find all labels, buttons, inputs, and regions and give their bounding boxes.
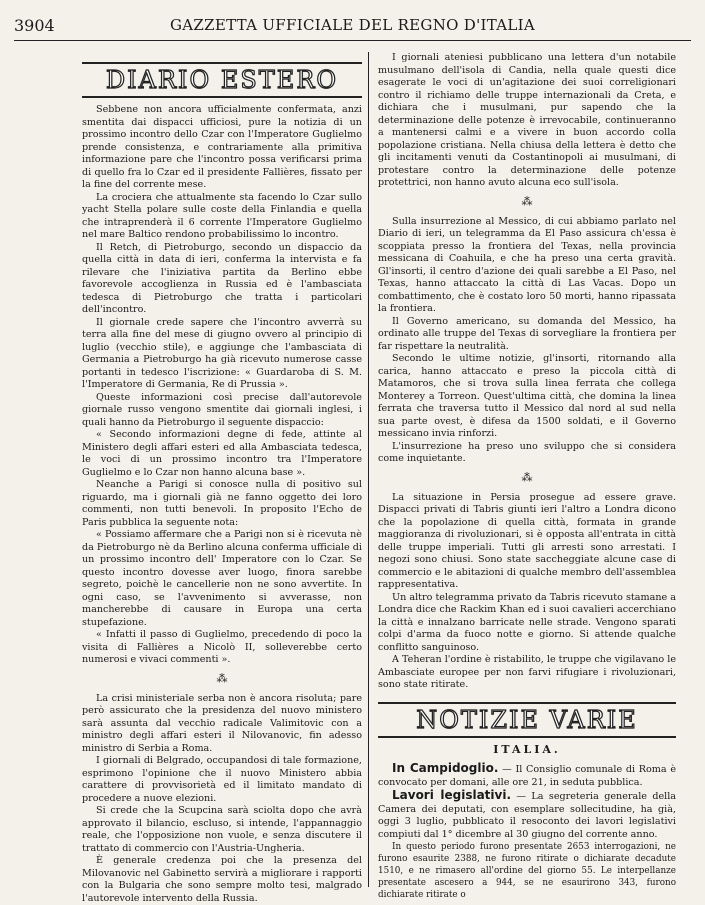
article-paragraph: Si crede che la Scupcina sarà sciolta dopo che avrà approvato il bilancio, escluso, si intende, l'appannaggio reale, che l'opposizione non vuole, e senza discutere il trattato di commercio con l'Austria-Ungheria. (82, 805, 362, 854)
newspaper-title: GAZZETTA UFFICIALE DEL REGNO D'ITALIA (169, 16, 535, 34)
left-column (82, 52, 362, 905)
article-paragraph: La situazione in Persia prosegue ad essere grave. Dispacci privati di Tabris giunti ieri l'altro a Londra dicono che la popolazione di quella città, formata in grande maggioranza di rivoluzionari, si è opposta all'entrata in città delle truppe imperiali. Tutti gli arresti sono arrestati. I negozi sono chiusi. Sono state saccheggiate alcune case di commercio e le abitazioni di qualche membro dell'assemblea rappresentativa. (378, 491, 676, 590)
article-paragraph: « Infatti il passo di Guglielmo, precedendo di poco la visita di Fallières a Nicolò II, solleverebbe certo numerosi e vivaci commenti ». (82, 629, 362, 665)
article-paragraph: La crociera che attualmente sta facendo lo Czar sullo yacht Stella polare sulle coste della Finlandia e quella che intraprenderà il 6 corrente l'Imperatore Guglielmo nel mare Baltico rendono probabilissimo lo incontro. (82, 191, 362, 240)
article-paragraph: Il Retch, di Pietroburgo, secondo un dispaccio da quella città in data di ieri, conferma la intervista e fa rilevare che l'iniziativa partita da Berlino ebbe favorevole accoglienza in Russia ed è l'ambasciata tedesca di Pietroburgo che tratta i particolari dell'incontro. (82, 241, 362, 315)
note-title: Lavori legislativi. (392, 788, 512, 802)
article-paragraph: Il giornale crede sapere che l'incontro avverrà su terra alla fine del mese di giugno ovvero al principio di luglio (vecchio stile), e aggiunge che l'ambasciata di Germania a Pietroburgo ha già ricevuto numerose casse portanti in tedesco l'iscrizione: « Guardaroba di S. M. l'Imperatore di Germania, Re di Prussia ». (82, 316, 362, 390)
article-paragraph: « Possiamo affermare che a Parigi non si è ricevuta nè da Pietroburgo nè da Berlino alcuna conferma ufficiale di un prossimo incontro dell' Imperatore con lo Czar. Se questo incontro dovesse aver luogo, finora sarebbe segreto, poichè le cancellerie non ne sono avvertite. In ogni caso, se l'avvenimento si avverasse, non mancherebbe di causare in Europa una certa stupefazione. (82, 529, 362, 628)
article-paragraph: I giornali ateniesi pubblicano una lettera d'un notabile musulmano dell'isola di Candia, nella quale questi dice esagerate le voci di un'agitazione dei suoi correligionari contro il richiamo delle truppe internazionali da Creta, e dichiara che i musulmani, pur sapendo che la determinazione delle potenze è irrevocabile, continueranno a mantenersi calmi e a vivere in buon accordo colla popolazione cristiana. Nella chiusa della lettera è detto che gli incitamenti venuti da Costantinopoli ai musulmani, di protestare contro la determinazione delle potenze protettrici, non hanno avuto alcuna eco sull'isola. (378, 52, 676, 188)
article-paragraph: La crisi ministeriale serba non è ancora risoluta; pare però assicurato che la presidenza del nuovo ministero sarà assunta dal vecchio radicale Valimitovic con a ministro degli affari esteri il Nilovanovic, fin adesso ministro di Serbia a Roma. (82, 692, 362, 754)
notizie-varie-heading: NOTIZIE VARIE (378, 702, 676, 738)
article-paragraph: Il Governo americano, su domanda del Messico, ha ordinato alle truppe del Texas di sorvegliare la frontiera per far rispettare la neutralità. (378, 315, 676, 352)
note-text: — Il Consiglio comunale di Roma è convocato per domani, alle ore 21, in seduta pubblica. (378, 764, 676, 788)
article-paragraph: Queste informazioni così precise dall'autorevole giornale russo vengono smentite dai giornali inglesi, i quali hanno da Pietroburgo il seguente dispaccio: (82, 391, 362, 428)
page-header (14, 12, 691, 41)
column-divider (368, 52, 369, 887)
section-separator-stars: ⁂ (521, 470, 533, 484)
right-column (378, 52, 676, 901)
article-paragraph: L'insurrezione ha preso uno sviluppo che si considera come inquietante. (378, 440, 676, 464)
article-paragraph: È generale credenza poi che la presenza del Milovanovic nel Gabinetto servirà a migliorare i rapporti con la Bulgaria che sono sempre molto tesi, malgrado l'autorevole intervento della Russia. (82, 855, 362, 904)
page-number: 3904 (14, 16, 55, 35)
diario-estero-heading: DIARIO ESTERO (82, 62, 362, 98)
article-paragraph: Neanche a Parigi si conosce nulla di positivo sul riguardo, ma i giornali già ne fanno oggetto dei loro commenti, non tutti benevoli. In proposito l'Echo de Paris pubblica la seguente nota: (82, 479, 362, 528)
italia-subheading: ITALIA. (493, 742, 561, 756)
article-paragraph: I giornali di Belgrado, occupandosi di tale formazione, esprimono l'opinione che il nuovo Ministero abbia carattere di provvisorietà ed il limitato mandato di procedere a nuove elezioni. (82, 755, 362, 804)
section-separator-stars: ⁂ (216, 671, 228, 685)
article-paragraph: Sebbene non ancora ufficialmente confermata, anzi smentita dai dispacci ufficiosi, pure la notizia di un prossimo incontro dello Czar con l'Imperatore Guglielmo prende consistenza, e contrariamente alla primitiva informazione pare che l'incontro possa verificarsi prima di quello fra lo Czar ed il presidente Fallières, fissato per la fine del corrente mese. (82, 104, 362, 190)
statistics-paragraph: In questo periodo furono presentate 2653 interrogazioni, ne furono esaurite 2388, ne furono ritirate o dichiarate decadute 1510, e ne rimasero all'ordine del giorno 55. Le interpellanze presentate ascesero a 944, se ne esaurirono 343, furono dichiarate ritirate o (378, 842, 676, 900)
note-paragraph (378, 762, 676, 789)
article-paragraph: Sulla insurrezione al Messico, di cui abbiamo parlato nel Diario di ieri, un telegramma da El Paso assicura ch'essa è scoppiata presso la frontiera del Texas, nella provincia messicana di Coahuila, e che ha preso una certa gravità. Gl'insorti, il centro d'azione dei quali sarebbe a El Paso, nel Texas, hanno attaccato la città di Las Vacas. Dopo un combattimento, che è costato loro 50 morti, hanno ripassata la frontiera. (378, 215, 676, 314)
article-paragraph: Secondo le ultime notizie, gl'insorti, ritornando alla carica, hanno attaccato e preso la piccola città di Matamoros, che si trova sulla linea ferrata che collega Monterey a Torreon. Quest'ultima città, che domina la linea ferrata che traversa tutto il Messico dal nord al sud nella sua parte ovest, è difesa da 1500 soldati, e il Governo messicano invia rinforzi. (378, 353, 676, 439)
note-text: — La segreteria generale della Camera dei deputati, con esemplare sollecitudine, ha già, oggi 3 luglio, pubblicato il resoconto dei lavori legislativi compiuti dal 1° dicembre al 30 giugno del corrente anno. (378, 791, 677, 840)
note-title: In Campidoglio. (392, 761, 499, 775)
section-separator-stars: ⁂ (521, 194, 533, 208)
article-paragraph: A Teheran l'ordine è ristabilito, le truppe che vigilavano le Ambasciate europee per non farvi rifugiare i rivoluzionari, sono state ritirate. (378, 654, 676, 690)
article-paragraph: Un altro telegramma privato da Tabris ricevuto stamane a Londra dice che Rackim Khan ed i suoi cavalieri accerchiano la città e innalzano barricate nelle strade. Vengono sparati colpi d'arma da fuoco notte e giorno. Si attende qualche conflitto sanguinoso. (378, 591, 676, 653)
note-paragraph (378, 789, 676, 841)
article-paragraph: « Secondo informazioni degne di fede, attinte al Ministero degli affari esteri ed alla Ambasciata tedesca, le voci di un prossimo incontro tra l'Imperatore Guglielmo e lo Czar non hanno alcuna base ». (82, 429, 362, 478)
